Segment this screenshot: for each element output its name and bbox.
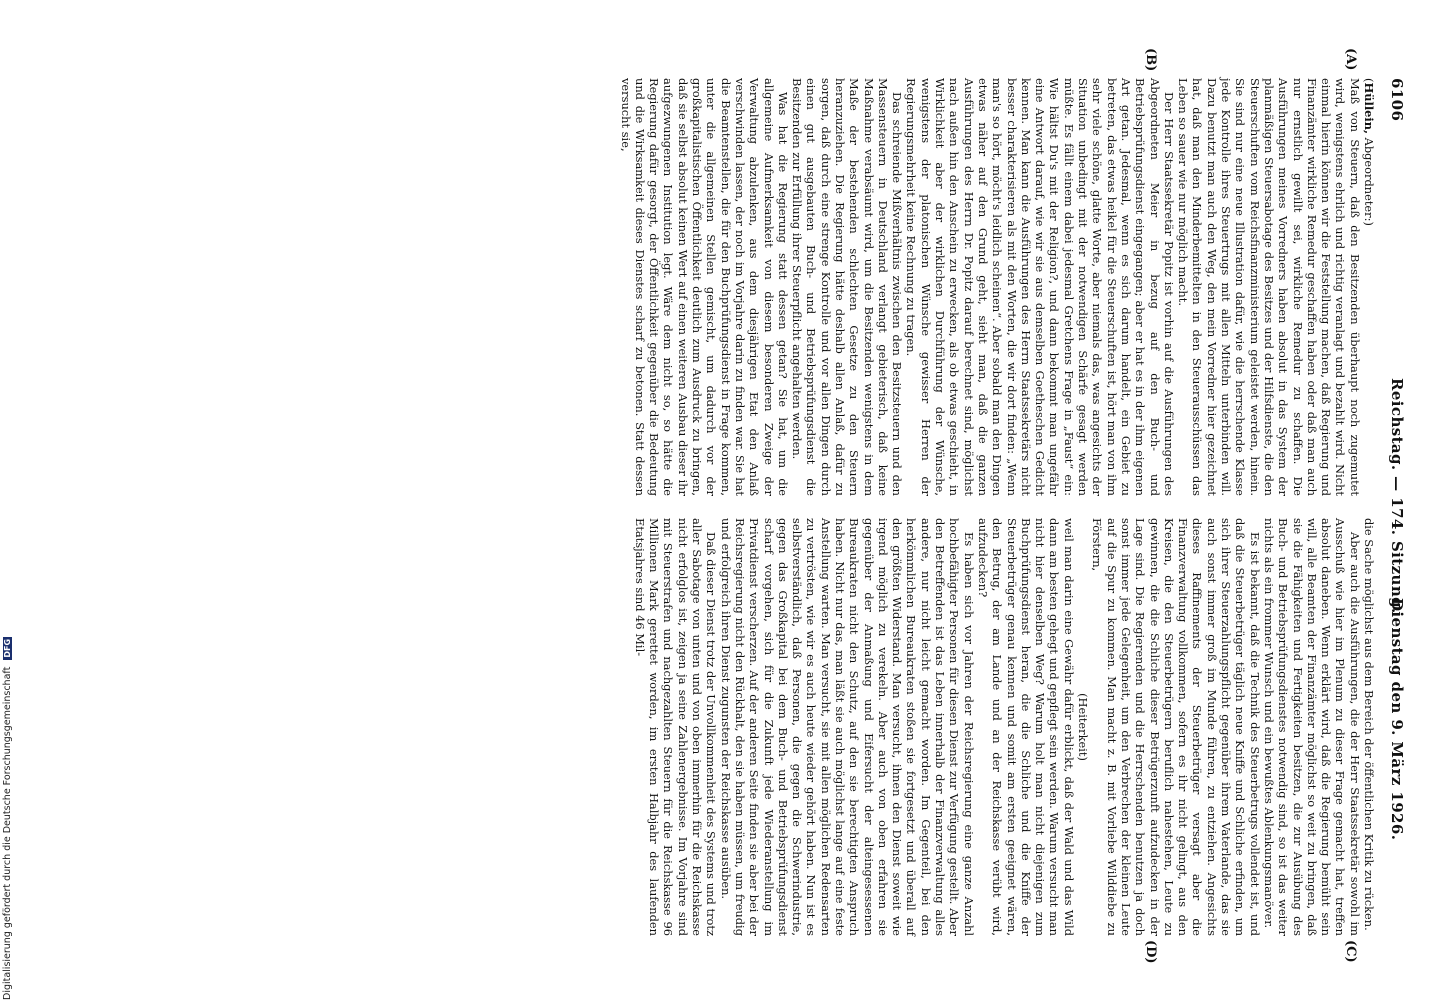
digitization-text: Digitalisierung gefördert durch die Deutsche Forschungsgemeinschaft xyxy=(2,666,13,1000)
speaker-line: (Hüllein, Abgeordneter:) xyxy=(1362,78,1376,226)
page-header xyxy=(1382,78,1406,940)
paragraph: weil man darin eine Gewähr dafür erblickt, daß der Wald und das Wild dann am besten gehegt und gepflegt sein werden. Warum versucht man nicht hier denselben Weg? Warum holt man nicht diejenigen zum Buchprüfungsdienst heran, die die Schliche und die Kniffe der Steuerbetrüger genau kennen und somit am ersten geeignet wären, den Betrug, der am Lande und an der Reichskasse verübt wird, aufzudecken? xyxy=(975,518,1076,936)
paragraph: Es haben sich vor Jahren der Reichsregierung eine ganze Anzahl hochbefähigter Personen für diesen Dienst zur Verfügung gestellt. Aber den Betreffenden ist das Leben innerhalb der Finanzverwaltung alles andere, nur nicht leicht gemacht worden. Im Gegenteil, bei den herkömmlichen Bureaukraten stoßen sie fortgesetzt und überall auf den größten Widerstand. Man versucht, ihnen den Dienst soweit wie irgend möglich zu verekeln. Aber auch von oben erfahren sie gegenüber der Anmaßung und Eifersucht der alteingesessenen Bureaukraten nicht den Schutz, auf den sie berechtigten Anspruch haben. Nicht nur das, man läßt sie auch möglichst lange auf eine feste Anstellung warten. Man versucht, sie mit allen möglichen Redensarten zu vertrösten, wie wir es auch heute wieder gehört haben. Nun ist es selbstverständlich, daß Personen, die gegen die Schwerindustrie, gegen das Großkapital bei dem Buch- und Betriebsprüfungsdienst scharf vorgehen, sich für die Zukunft jede Wiederanstellung im Privatdienst verscherzen. Auf der anderen Seite finden sie aber bei der Reichsregierung nicht den Rückhalt, den sie haben müssen, um freudig und erfolgreich ihren Dienst zugunsten der Reichskasse ausüben. xyxy=(718,518,976,936)
paragraph: Das schreiende Mißverhältnis zwischen den Besitzsteuern und den Massensteuern in Deutschland verlangt gebieterisch, daß keine Maßnahme verabsäumt wird, um die Besitzenden wenigstens in dem Maße der bestehenden schlechten Gesetze zu den Steuern heranzuziehen. Die Regierung hätte deshalb allen Anlaß, dafür zu sorgen, daß durch eine strenge Kontrolle und vor allen Dingen durch einen gut ausgebauten Buch- und Betriebsprüfungsdienst die Besitzenden zur Erfüllung ihrer Steuerpflicht angehalten werden. xyxy=(790,78,905,496)
speaker-name: Hüllein, xyxy=(1362,82,1376,134)
paragraph: Der Herr Staatssekretär Popitz ist vorhin auf die Ausführungen des Abgeordneten Meier in bezug auf den Buch- und Betriebsprüfungsdienst eingegangen; aber er hat es in der ihm eigenen Art getan. Jedesmal, wenn es sich darum handelt, ein Gebiet zu betreten, das etwas heikel für die Steuerschuften ist, hört man von ihm sehr viele schöne, glatte Worte, aber niemals das, was angesichts der Situation unbedingt mit der notwendigen Schärfe gesagt werden müßte. Es fällt einem dabei jedesmal Gretchens Frage in „Faust“ ein: Wie hältst Du's mit der Religion?, und dann bekommt man ungefähr eine Antwort darauf, wie wir sie aus demselben Goetheschen Gedicht kennen. Man kann die Ausführungen des Herrn Staatssekretärs nicht besser charakterisieren als mit den Worten, die wir dort finden: „Wenn man's so hört, möcht's leidlich scheinen“. Aber sobald man den Dingen etwas näher auf den Grund geht, sieht man, daß die ganzen Ausführungen des Herrn Dr. Popitz darauf berechnet sind, möglichst nach außen hin den Anschein zu erwecken, als ob etwas geschieht, in Wirklichkeit aber der wirklichen Durchführung der Wünsche, wenigstens der platonischen Wünsche gewisser Herren der Regierungsmehrheit keine Rechnung zu tragen. xyxy=(904,78,1176,496)
left-column xyxy=(618,78,1376,496)
dfg-logo: DFG xyxy=(3,638,12,658)
paragraph: die Sache möglichst aus dem Bereich der öffentlichen Kritik zu rücken. xyxy=(1362,518,1376,931)
speaker-role: Abgeordneter: xyxy=(1362,137,1376,222)
paragraph: Es ist bekannt, daß die Technik des Steuerbetrugs vollendet ist, und daß die Steuerbetrüger täglich neue Kniffe und Schliche erfinden, um sich ihrer Steuerzahlungspflicht gegenüber ihrem Vaterlande, das sie auch sonst immer groß im Munde führen, zu entziehen. Angesichts dieses Raffinements der Steuerbetrüger versagt aber die Finanzverwaltung vollkommen, sofern es ihr nicht gelingt, aus den Kreisen, die den Steuerbetrügern beruflich nahestehen, Leute zu gewinnen, die die Schliche dieser Betrügerzunft aufzudecken in der Lage sind. Die Regierenden und die Herrschenden benutzen ja doch sonst immer jede Gelegenheit, um den Verbrechen der kleinen Leute auf die Spur zu kommen. Man macht z. B. mit Vorliebe Wilddiebe zu Förstern, xyxy=(1090,518,1262,936)
page-number: 6106 xyxy=(1388,78,1406,122)
paragraph: Was hat die Regierung statt dessen getan? Sie hat, um die allgemeine Aufmerksamkeit von diesem besonderen Zweige der Verwaltung abzulenken, aus dem diesjährigen Etat den Anlaß verschwinden lassen, der noch im Vorjahre darin zu finden war. Sie hat die Beamtenstellen, die für den Buchprüfungsdienst in Frage kommen, unter die allgemeinen Stellen gemischt, um dadurch vor der großkapitalistischen Öffentlichkeit deutlich zum Ausdruck zu bringen, daß sie selbst absolut keinen Wert auf einen weiteren Ausbau dieser ihr aufgezwungenen Institution legt. Wäre dem nicht so, so hätte die Regierung dafür gesorgt, der Öffentlichkeit gegenüber die Bedeutung und die Wirksamkeit dieses Dienstes scharf zu betonen. Statt dessen versucht sie, xyxy=(618,78,790,496)
laughter-note: (Heiterkeit) xyxy=(1076,693,1091,761)
margin-marker-a: (A) xyxy=(1343,48,1358,71)
session-title: Reichstag. — 174. Sitzung. xyxy=(1388,378,1406,614)
paragraph: Maß von Steuern, daß den Besitzenden überhaupt noch zugemutet wird, wenigstens ehrlich und richtig veranlagt und bezahlt wird. Nicht einmal hierin können wir die Feststellung machen, daß Regierung und Finanzämter wirkliche Remedur geschaffen haben oder daß man auch nur ernstlich gewillt sei, wirkliche Remedur zu schaffen. Die Ausführungen meines Vorredners haben absolut in das System der planmäßigen Steuersabotage des Besitzes und der Hilfsdienste, die den Steuerschuften vom Reichsfinanzministerium geleistet werden, hinein. Sie sind nur eine neue Illustration dafür, wie die herrschende Klasse jede Kontrolle ihres Steuertrugs mit allen Mitteln unterbinden will. Dazu benutzt man auch den Weg, den mein Vorredner hier gezeichnet hat, daß man den Minderbemittelten in den Steuerausschüssen das Leben so sauer wie nur möglich macht. xyxy=(1176,78,1362,496)
session-date: Dienstag den 9. März 1926. xyxy=(1388,598,1406,841)
margin-marker-d: (D) xyxy=(1143,940,1158,964)
paragraph: Daß dieser Dienst trotz der Unvollkommenheit des Systems und trotz aller Sabotage von unten und von oben immerhin für die Reichskasse nicht erfolglos ist, zeigen ja seine Zahlenergebnisse. Im Vorjahre sind mit Steuerstrafen und nachgezahlten Steuern für die Reichskasse 96 Millionen Mark gerettet worden, im ersten Halbjahr des laufenden Etatsjahres sind 46 Mil- xyxy=(632,518,719,936)
margin-marker-c: (C) xyxy=(1343,940,1358,963)
margin-marker-b: (B) xyxy=(1143,48,1158,72)
digitization-note xyxy=(2,580,13,1000)
paragraph: Aber auch die Ausführungen, die der Herr Staatssekretär sowohl im Ausschuß wie hier im Plenum zu dieser Frage gemacht hat, treffen absolut daneben. Wenn erklärt wird, daß die Regierung bemüht sein will, alle Beamten der Finanzämter möglichst so weit zu bringen, daß sie die Fähigkeiten und Fertigkeiten besitzen, die zur Ausübung des Buch- und Betriebsprüfungsdienstes notwendig sind, so ist das weiter nichts als ein frommer Wunsch und ein bewußtes Ablenkungsmanöver. xyxy=(1261,518,1362,936)
right-column xyxy=(633,518,1376,936)
